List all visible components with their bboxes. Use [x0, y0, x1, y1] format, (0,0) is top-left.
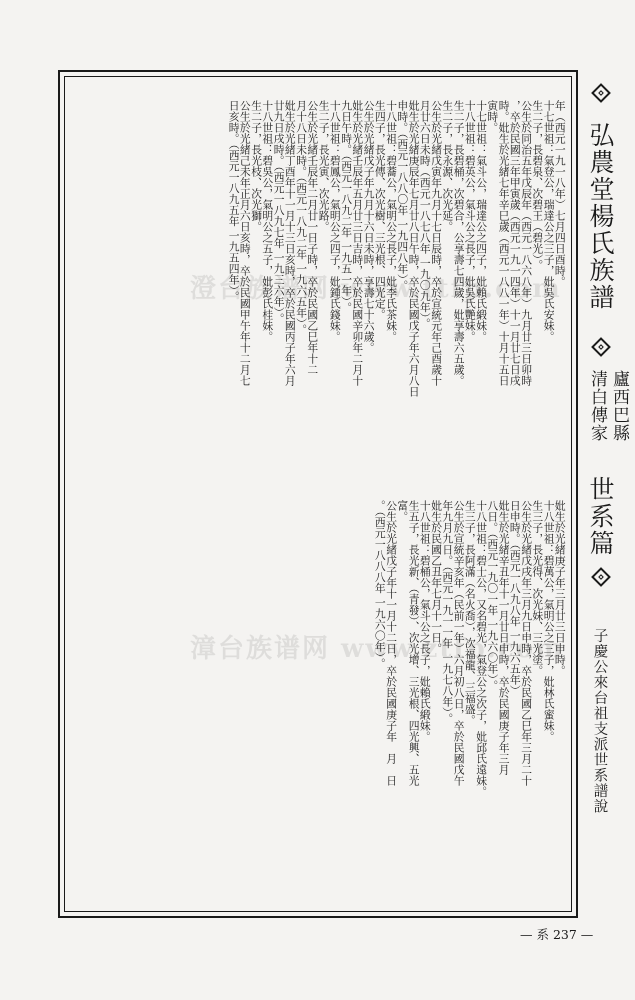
text-column-upper: 十八世祖：碧鳳公，氣明公之四子，妣鍾氏錢妹。	[328, 100, 342, 342]
text-column-upper: 時。妣生於光緒七年辛巳歲（西元一八八一年）十月十五日	[497, 100, 511, 386]
subsection-title: 子慶公來台祖支派世系譜說	[591, 628, 608, 814]
page-number: — 系 237 —	[520, 927, 594, 942]
diamond-ornament	[591, 337, 611, 357]
text-column-upper: 廿九日戌時。（西元一八九七年 一九三六年）。	[272, 100, 286, 324]
diamond-ornament	[591, 83, 611, 103]
text-column-upper: 生四子，長光傳、次光樹、三光根、四光定。	[373, 100, 387, 320]
text-column-upper: ，卒於民國三年甲寅歲（西元一九一四年）十一月廿七日戌	[508, 100, 522, 386]
section-title: 世系篇	[586, 476, 615, 557]
text-column-upper: 十八世祖：碧蕎公，氣明公之長子，妣李氏茶妹。	[385, 100, 399, 342]
text-column-upper: 公生於光緒戊子年九月十六日未時，享壽七十六歲。	[362, 100, 376, 353]
text-column-upper: 公生於光緒己未年正月六日亥時，卒於民國甲午年十二月七	[238, 100, 252, 386]
text-column-lower: 十八世祖：碧士公，又名碧光，氣登公之次子，妣邱氏遠妹。	[475, 500, 489, 797]
text-column-upper: 公生於光緒戊寅年九月十七日辰時，卒於宣統元年己酉歲十	[430, 100, 444, 386]
text-column-lower: 妣生於光緒辛丑年十一月廿日申時，卒於民國庚子年三月	[497, 500, 511, 775]
text-column-lower: 公生於宣統辛亥年（民前一年）六月初八日，卒於民國戊午	[452, 500, 466, 786]
watermark-bottom: 漳台族谱网 www.ztfp.com	[190, 634, 565, 664]
text-column-upper: 十八世祖：碧吳公，氣明公之五子，妣彭氏桂妹。	[261, 100, 275, 342]
text-column-lower: 妣生於光緒庚子年三月廿三日申時。	[553, 500, 567, 676]
text-column-upper: 生二子，長永源、次光延。	[441, 100, 455, 232]
text-column-upper: 生二子，長碧桶，次碧合，公享壽七四歲，妣享壽六五歲。	[452, 100, 466, 386]
text-column-upper: 寅時。	[486, 100, 500, 133]
text-column-upper: 公生於光緒壬辰年二月廿一日子時，卒於民國乙巳年十二	[306, 100, 320, 375]
series-label-a: 廬西巴縣	[609, 370, 629, 442]
text-column-upper: 妣生於光緒壬辰年五月廿三日吉時，卒於民國辛卯年二月十	[351, 100, 365, 386]
series-label-b: 清白傳家	[587, 370, 607, 442]
text-column-lower: 富。	[396, 500, 410, 522]
book-title: 弘農堂楊氏族譜	[586, 122, 615, 311]
text-column-upper: 月十八日未時。（西元一八九二年 一九六五年）。	[295, 100, 309, 335]
text-column-upper: 申時。（西元一八八〇年 一九四八年）。	[396, 100, 410, 291]
text-column-upper: 公生於同治五年戊辰年（西元一八六八年）九月廿三日卯時	[520, 100, 534, 386]
text-column-upper: 九日午時。（西元一八九二年 一九五一年）。	[340, 100, 354, 313]
text-column-upper: 生二子，長光寅、次光路。	[317, 100, 331, 232]
text-column-lower: 生三子，長光得、次光妹、三光塗。	[531, 500, 545, 676]
text-column-upper: 生二子，長光枝、次光獅。	[250, 100, 264, 232]
text-column-upper: 月廿六日未時（西元一八七八年 一九〇九年）。	[418, 100, 432, 330]
text-column-upper: 十七世祖：氣斗公，瑞達公之四子，妣賴氏緞妹。	[475, 100, 489, 342]
text-column-lower: 八日。（西元一九〇一年 一九六〇年）。	[486, 500, 500, 691]
watermark-top: 澄台族谱网 www.ttfp.com	[190, 274, 562, 304]
text-column-upper: 十八世祖：碧英公，氣斗公之長子，妣吳氏艷妹。	[463, 100, 477, 342]
text-column-lower: 公生於光緒戊戌年三月九日申時，卒於民國乙巳年三月二十	[520, 500, 534, 786]
text-column-lower: 年九月九日。（西元一九一一年 一九七八年）。	[441, 500, 455, 724]
text-column-lower: 妣生於民國乙丑年七月十一日。	[430, 500, 444, 654]
text-column-lower: 十八世祖：碧桶公，氣斗公之長子，妣賴氏緞妹。	[418, 500, 432, 742]
text-column-lower: 生三子，長阿滿（名火喬），次福龍、三福盛。	[463, 500, 477, 726]
text-column-upper: 十七世祖：氣登公，瑞達公之三子，妣吳氏安妹。	[542, 100, 556, 342]
text-column-lower: 日申時。（西元一八九八年 一九六五年）	[508, 500, 522, 697]
text-column-lower: 公生於光緒戊子年十一月十二日，卒於民國庚子年 月 日	[385, 500, 399, 786]
text-column-lower: 十八世祖：碧萬公，氣明公之三子，妣林氏蜜妹。	[542, 500, 556, 742]
text-column-upper: 妣生於光緒丁酉年十一月十三日亥時，卒於民國丙子年六月	[283, 100, 297, 386]
text-column-lower: 生五子，長光新、（青發）、次光增、三光根、四光興、五光	[407, 500, 421, 787]
text-column-upper: 年（西元一九一八年）七月四日酉時。	[553, 100, 567, 287]
text-column-upper: 生二子，長碧泉、次碧王（碧光）。	[531, 100, 545, 271]
text-column-lower: 。（西元一八八八年 一九六〇年）。	[373, 500, 387, 669]
diamond-ornament	[591, 567, 611, 587]
text-column-upper: 妣生於光緒庚辰年七月廿八日午時，卒於民國戊子年六月八日	[407, 100, 421, 397]
text-column-upper: 日亥時。（西元一八九五年 一九五四年）。	[227, 100, 241, 302]
